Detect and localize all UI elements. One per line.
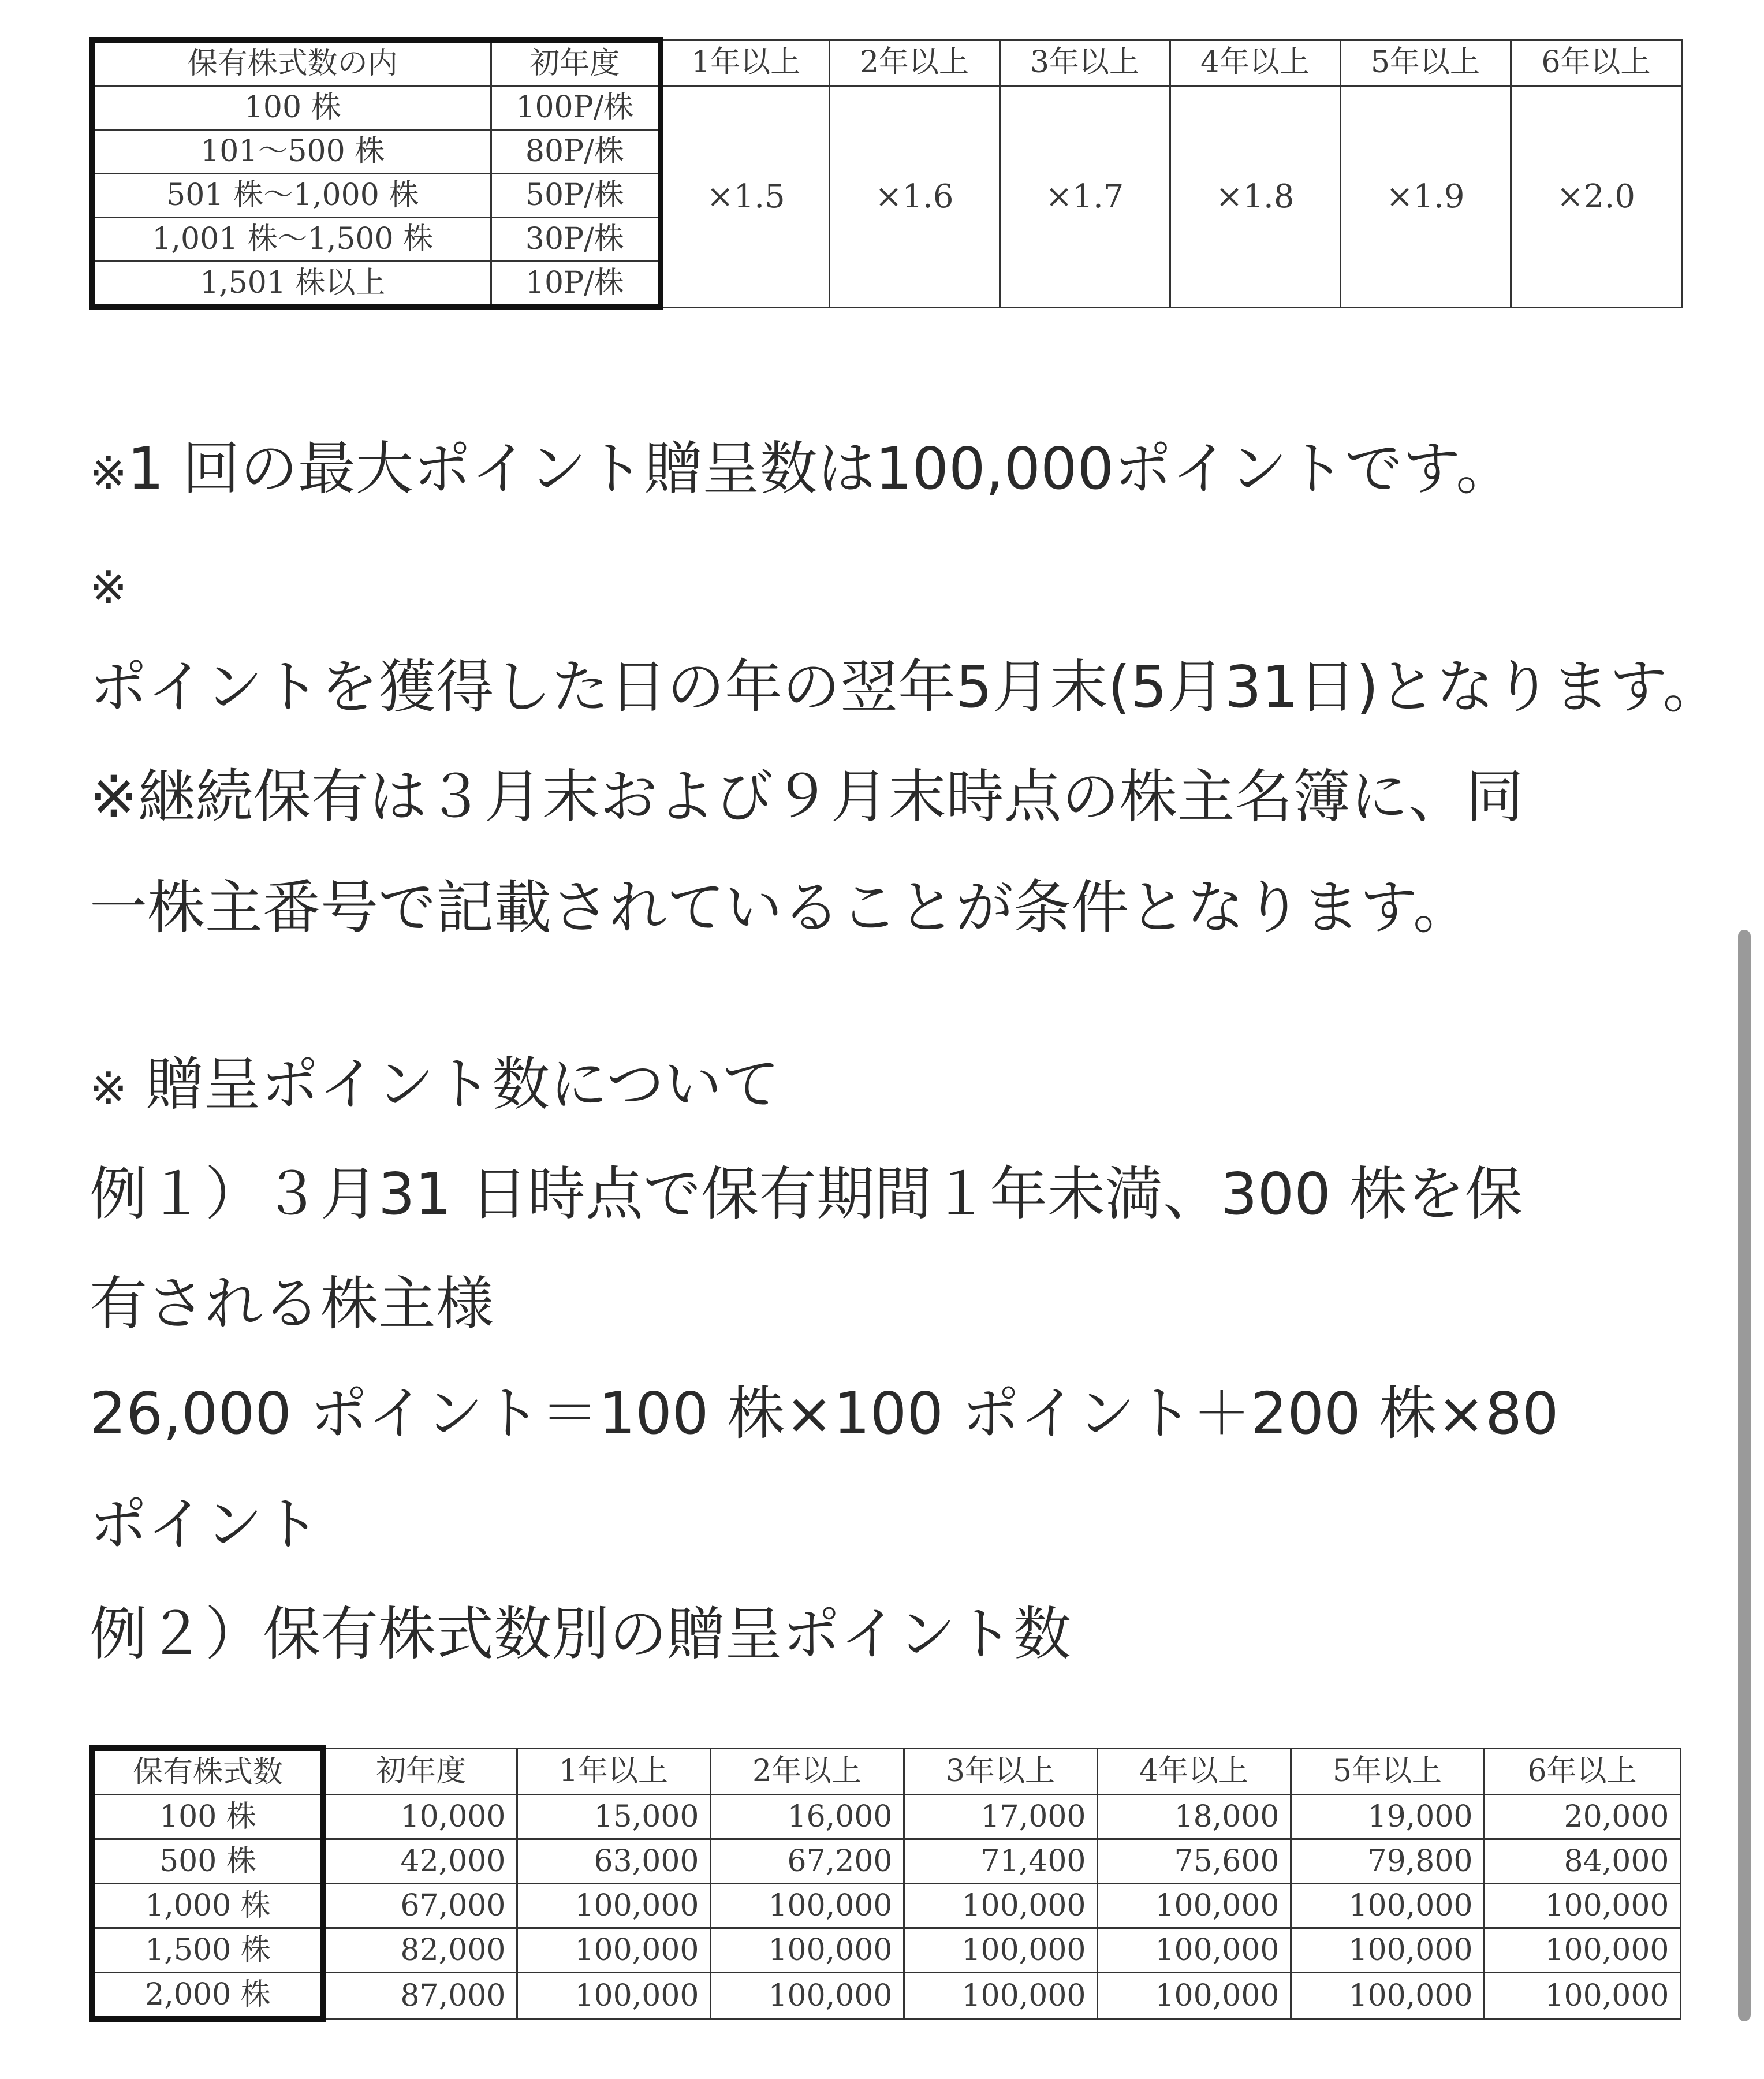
points-cell: 100,000 (1291, 1884, 1484, 1928)
example1-line2: 有される株主様 (89, 1270, 494, 1337)
header-4y: 4年以上 (1097, 1748, 1291, 1795)
shares-cell: 500 株 (92, 1839, 323, 1884)
points-cell: 16,000 (710, 1795, 904, 1839)
points-cell: 82,000 (323, 1928, 517, 1973)
points-rate-table (89, 37, 1683, 310)
multiplier-6y: ×2.0 (1511, 86, 1681, 308)
shares-cell: 101～500 株 (92, 130, 491, 174)
example1-calc-line2: ポイント (89, 1491, 320, 1558)
header-6y: 6年以上 (1484, 1748, 1680, 1795)
header-2y: 2年以上 (829, 40, 1000, 86)
points-cell: 100,000 (1484, 1973, 1680, 2020)
table-row (92, 1884, 1680, 1928)
example1-calc-line1: 26,000 ポイント＝100 株×100 ポイント＋200 株×80 (89, 1380, 1559, 1447)
multiplier-5y: ×1.9 (1340, 86, 1511, 308)
points-cell: 63,000 (517, 1839, 710, 1884)
header-5y: 5年以上 (1340, 40, 1511, 86)
points-cell: 100,000 (904, 1928, 1097, 1973)
points-cell: 15,000 (517, 1795, 710, 1839)
points-cell: 100,000 (1097, 1928, 1291, 1973)
points-cell: 19,000 (1291, 1795, 1484, 1839)
multiplier-4y: ×1.8 (1170, 86, 1340, 308)
header-5y: 5年以上 (1291, 1748, 1484, 1795)
points-cell: 100,000 (710, 1884, 904, 1928)
first-year-rate: 80P/株 (491, 130, 661, 174)
note-mark: ※ (89, 448, 128, 500)
header-3y: 3年以上 (1000, 40, 1170, 86)
header-1y: 1年以上 (661, 40, 829, 86)
note-points-title (89, 1050, 780, 1124)
points-cell: 100,000 (517, 1928, 710, 1973)
header-2y: 2年以上 (710, 1748, 904, 1795)
shares-cell: 1,501 株以上 (92, 262, 491, 308)
points-cell: 84,000 (1484, 1839, 1680, 1884)
points-cell: 100,000 (1291, 1973, 1484, 2020)
first-year-rate: 10P/株 (491, 262, 661, 308)
shares-cell: 2,000 株 (92, 1973, 323, 2020)
points-cell: 67,000 (323, 1884, 517, 1928)
shares-cell: 100 株 (92, 86, 491, 130)
points-cell: 18,000 (1097, 1795, 1291, 1839)
points-cell: 100,000 (710, 1928, 904, 1973)
note-mark-only (89, 549, 127, 623)
points-cell: 17,000 (904, 1795, 1097, 1839)
note-mark: ※ (89, 1063, 128, 1115)
first-year-rate: 50P/株 (491, 174, 661, 218)
points-cell: 100,000 (1097, 1884, 1291, 1928)
points-cell: 100,000 (1291, 1928, 1484, 1973)
shares-cell: 501 株～1,000 株 (92, 174, 491, 218)
multiplier-2y: ×1.6 (829, 86, 1000, 308)
header-6y: 6年以上 (1511, 40, 1681, 86)
points-cell: 100,000 (710, 1973, 904, 2020)
table-body (92, 1795, 1680, 2020)
example2-title: 例２）保有株式数別の贈呈ポイント数 (89, 1600, 1071, 1668)
header-1y: 1年以上 (517, 1748, 710, 1795)
shares-cell: 100 株 (92, 1795, 323, 1839)
first-year-rate: 100P/株 (491, 86, 661, 130)
points-by-shares-table (89, 1745, 1681, 2022)
shares-cell: 1,000 株 (92, 1884, 323, 1928)
points-cell: 87,000 (323, 1973, 517, 2020)
points-cell: 79,800 (1291, 1839, 1484, 1884)
header-shares: 保有株式数の内 (92, 40, 491, 86)
header-4y: 4年以上 (1170, 40, 1340, 86)
table-row (92, 1928, 1680, 1973)
points-cell: 100,000 (517, 1973, 710, 2020)
points-cell: 71,400 (904, 1839, 1097, 1884)
points-cell: 100,000 (904, 1884, 1097, 1928)
shares-cell: 1,500 株 (92, 1928, 323, 1973)
points-cell: 100,000 (1097, 1973, 1291, 2020)
points-cell: 10,000 (323, 1795, 517, 1839)
multiplier-1y: ×1.5 (661, 86, 829, 308)
example1-line1: 例１）３月31 日時点で保有期間１年未満、300 株を保 (89, 1160, 1523, 1228)
points-cell: 100,000 (1484, 1884, 1680, 1928)
table-row (92, 1973, 1680, 2020)
note-continuous-line1: ※継続保有は３月末および９月末時点の株主名簿に、同 (89, 763, 1524, 830)
points-cell: 100,000 (904, 1973, 1097, 2020)
points-cell: 67,200 (710, 1839, 904, 1884)
multiplier-3y: ×1.7 (1000, 86, 1170, 308)
points-cell: 75,600 (1097, 1839, 1291, 1884)
note-title-text: 贈呈ポイント数について (146, 1050, 780, 1118)
points-cell: 100,000 (1484, 1928, 1680, 1973)
note-expiry: ポイントを獲得した日の年の翌年5月末(5月31日)となります。 (89, 653, 1721, 721)
points-cell: 42,000 (323, 1839, 517, 1884)
table-row (92, 1839, 1680, 1884)
header-3y: 3年以上 (904, 1748, 1097, 1795)
points-cell: 20,000 (1484, 1795, 1680, 1839)
header-first-year: 初年度 (491, 40, 661, 86)
note-continuous-line2: 一株主番号で記載されていることが条件となります。 (89, 874, 1471, 941)
header-first-year: 初年度 (323, 1748, 517, 1795)
shares-cell: 1,001 株～1,500 株 (92, 218, 491, 262)
note-mark: ※ (89, 562, 128, 614)
first-year-rate: 30P/株 (491, 218, 661, 262)
note-max-points (89, 434, 1513, 508)
note-text: 1 回の最大ポイント贈呈数は100,000ポイントです。 (127, 435, 1514, 502)
vertical-scrollbar[interactable] (1738, 930, 1751, 2021)
table-row (92, 1795, 1680, 1839)
points-cell: 100,000 (517, 1884, 710, 1928)
header-shares: 保有株式数 (92, 1748, 323, 1795)
